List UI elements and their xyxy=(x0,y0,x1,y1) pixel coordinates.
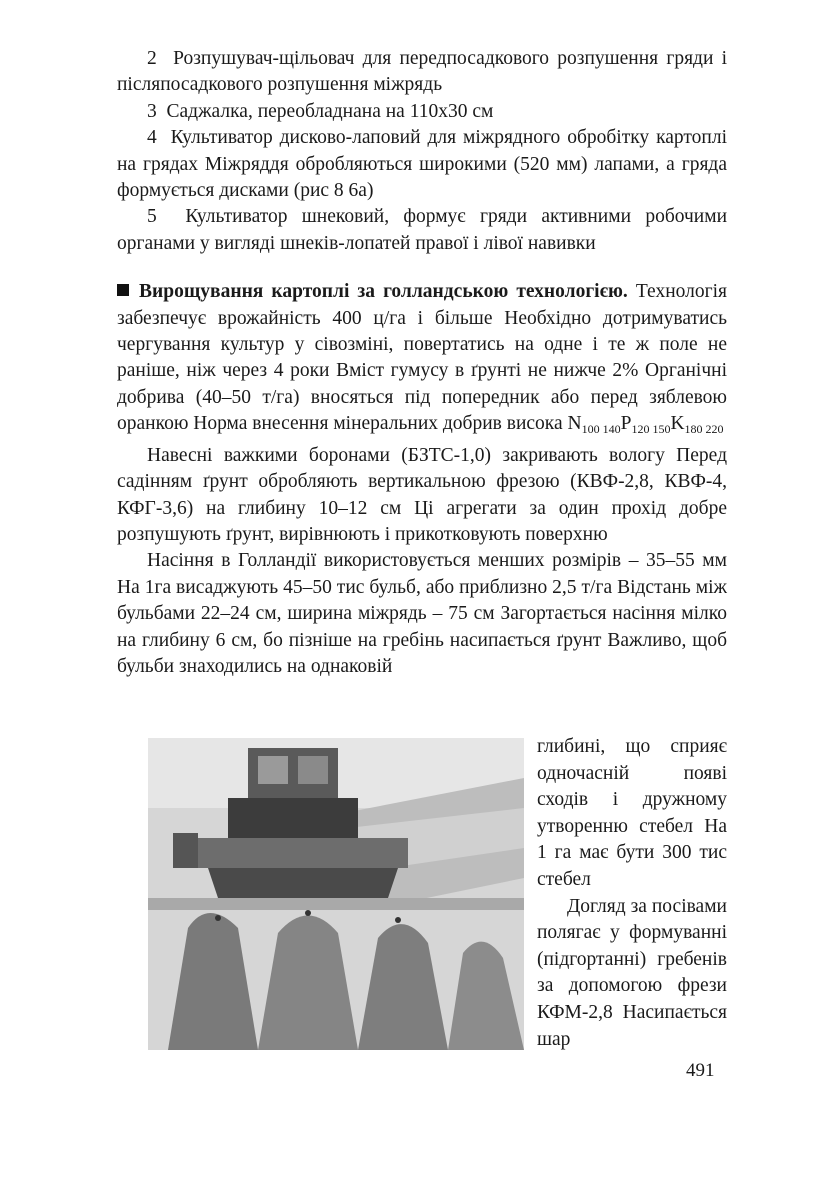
square-bullet-icon xyxy=(117,284,129,296)
tractor-ridge-photo xyxy=(148,738,524,1050)
paragraph-seeds: Насіння в Голландії використовується менших розмірів – 35–55 мм На 1га висаджують 45–50 тис бульб, або приблизно 2,5 т/га Відстань між бульбами 22–24 см, ширина міжрядь – 75 см Загортається насіння мілко на глибину 6 см, бо пізніше на гребінь насипається ґрунт Важливо, щоб бульби знаходились на однаковій xyxy=(117,550,727,677)
list-item xyxy=(117,99,727,125)
side-paragraph-2: Догляд за посівами полягає у формуванні (підгортанні) гребенів за допомогою фрези КФМ-2,8 Насипається шар xyxy=(537,895,727,1050)
phosphorus-symbol: P xyxy=(620,413,632,435)
section-title: Вирощування картоплі за голландською технологією. xyxy=(139,281,628,303)
list-text: Розпушувач-щільовач для передпосадкового розпушення гряди і післяпосадкового розпушення міжрядь xyxy=(117,48,728,96)
side-column xyxy=(537,734,727,1053)
nitrogen-symbol: N xyxy=(567,413,582,435)
side-paragraph-1: глибині, що сприяє одночасній появі сходів і дружному утворенню стебел На 1 га має бути 300 тис стебел xyxy=(537,736,727,890)
list-item xyxy=(117,204,727,257)
nitrogen-rate: 100 140 xyxy=(581,422,621,437)
section-intro: Технологія забезпечує врожайність 400 ц/га і більше Необхідно дотримуватись чергування культур у сівозміні, повертатись на одне і те ж поле не раніше, ніж через 4 роки Вміст гумусу в ґрунті не нижче 2% Органічні добрива (40–50 т/га) вносяться під попередник або перед зяблевою оранкою Норма внесення мінеральних добрив висока xyxy=(117,281,727,435)
phosphorus-rate: 120 150 xyxy=(631,422,671,437)
list-number: 3 xyxy=(147,100,157,122)
potassium-rate: 180 220 xyxy=(684,422,724,437)
section-paragraph xyxy=(117,279,727,442)
potassium-symbol: K xyxy=(670,413,685,435)
page-number: 491 xyxy=(686,1060,715,1081)
list-number: 2 xyxy=(147,48,157,69)
list-text: Саджалка, переобладнана на 110х30 см xyxy=(166,100,494,122)
list-text: Культиватор шнековий, формує гряди активними робочими органами у вигляді шнеків-лопатей правої і лівої навивки xyxy=(117,206,727,254)
list-item xyxy=(117,46,727,99)
list-item xyxy=(117,125,727,204)
list-number: 5 xyxy=(147,206,157,228)
list-number: 4 xyxy=(147,127,157,149)
list-text: Культиватор дисково-лаповий для міжрядного обробітку картоплі на грядах Міжряддя обробляються широкими (520 мм) лапами, а гряда формується дисками (рис 8 6а) xyxy=(117,127,727,202)
main-text xyxy=(117,46,727,680)
paragraph-harrowing: Навесні важкими боронами (БЗТС-1,0) закривають вологу Перед садінням ґрунт обробляють вертикальною фрезою (КВФ-2,8, КВФ-4, КФГ-3,6) на глибину 10–12 см Ці агрегати за один прохід добре розпушують ґрунт, вирівнюють і прикотковують поверхню xyxy=(117,444,727,545)
